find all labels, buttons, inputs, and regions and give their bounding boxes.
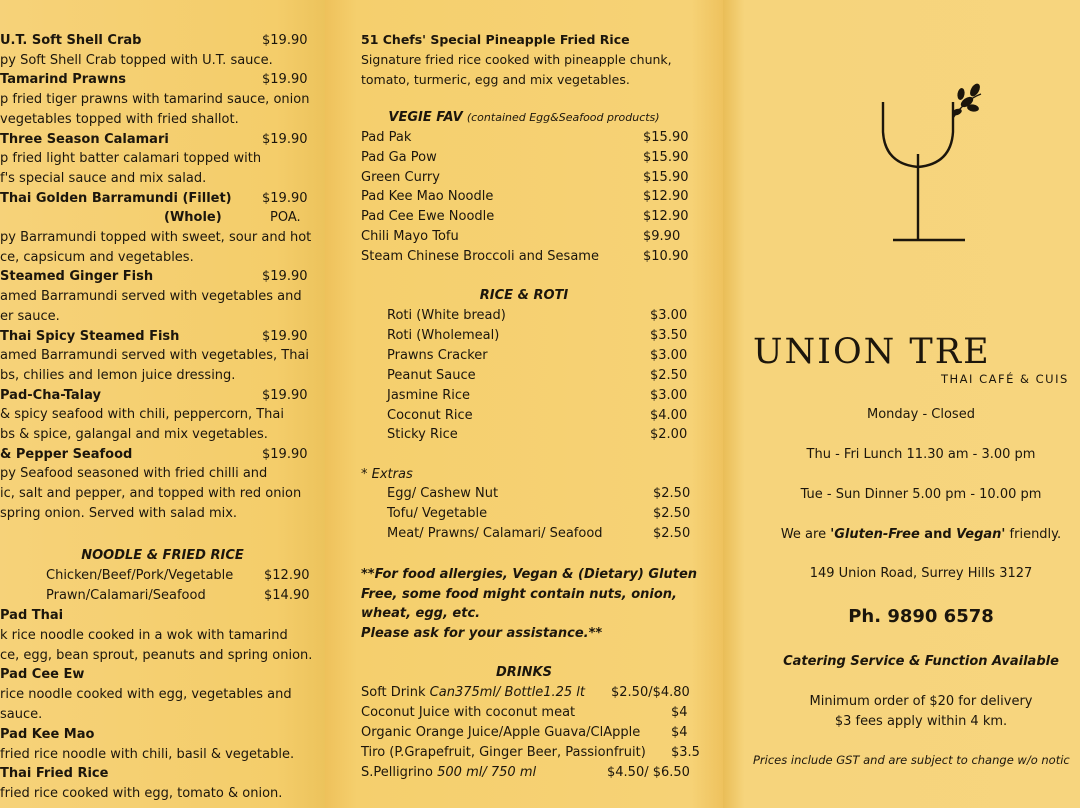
dietary-and: and xyxy=(919,527,957,542)
rice_items-item-name: Coconut Rice xyxy=(387,407,473,423)
dish-price: $19.90 xyxy=(262,446,308,462)
vegie_items-item-price: $15.90 xyxy=(643,149,689,165)
noodle-description: fried rice noodle with chili, basil & vegetable. xyxy=(0,746,295,762)
dish-description: py Seafood seasoned with fried chilli and xyxy=(0,466,268,482)
dish-price: $19.90 xyxy=(262,131,308,147)
special-desc-2: tomato, turmeric, egg and mix vegetables. xyxy=(361,72,630,87)
rice_items-item-price: $3.00 xyxy=(650,347,688,363)
rice_items-item-name: Sticky Rice xyxy=(387,427,458,443)
hours-monday: Monday - Closed xyxy=(867,407,975,422)
union-tree-logo xyxy=(873,72,983,262)
dish-description: amed Barramundi served with vegetables, Thai xyxy=(0,348,310,364)
dish-name: Three Season Calamari xyxy=(0,131,169,147)
dish-description: p fried tiger prawns with tamarind sauce, onion xyxy=(0,92,310,108)
noodle-description: sauce. xyxy=(0,707,43,722)
dish-description: ic, salt and pepper, and topped with red onion xyxy=(0,486,302,502)
drink-price: $4.50/ $6.50 xyxy=(607,764,690,780)
dish-description: py Barramundi topped with sweet, sour and hot xyxy=(0,230,312,245)
extras-title: * Extras xyxy=(361,467,413,482)
vegie_items-item-name: Pad Pak xyxy=(361,130,412,145)
hours-lunch: Thu - Fri Lunch 11.30 am - 3.00 pm xyxy=(806,447,1036,462)
menu-panel-sides xyxy=(325,0,723,808)
phone-number: Ph. 9890 6578 xyxy=(848,606,994,627)
vegie_items-item-name: Pad Cee Ewe Noodle xyxy=(361,209,495,225)
dish-description: & spicy seafood with chili, peppercorn, Thai xyxy=(0,407,284,423)
dish-description: spring onion. Served with salad mix. xyxy=(0,505,238,521)
vegie_items-item-price: $12.90 xyxy=(643,209,689,225)
noodle-description: fried rice cooked with egg, tomato & onion. xyxy=(0,786,283,802)
dish-price: $19.90 xyxy=(262,190,308,206)
dish-name: Pad-Cha-Talay xyxy=(0,387,101,403)
vegie_items-item-price: $15.90 xyxy=(643,169,689,185)
dish-name: Thai Spicy Steamed Fish xyxy=(0,328,180,344)
rice_items-item-price: $3.00 xyxy=(650,308,688,323)
dish-price: $19.90 xyxy=(262,328,308,344)
rice-section-title: RICE & ROTI xyxy=(479,288,569,303)
dish-name: Tamarind Prawns xyxy=(0,72,126,88)
drink-name: Soft Drink xyxy=(361,685,426,700)
vegie_items-item-name: Pad Ga Pow xyxy=(361,149,437,165)
vegie_items-item-price: $12.90 xyxy=(643,189,689,205)
special-desc-1: Signature fried rice cooked with pineapple chunk, xyxy=(361,52,672,67)
dish-description: f's special sauce and mix salad. xyxy=(0,170,207,186)
dish-description: py Soft Shell Crab topped with U.T. sauce. xyxy=(0,52,273,68)
dish-price: $19.90 xyxy=(262,72,308,88)
rice_items-item-price: $3.50 xyxy=(650,327,688,343)
vegie_items-item-name: Steam Chinese Broccoli and Sesame xyxy=(361,248,599,264)
drink-price: $3.5 xyxy=(671,744,700,760)
catering-note: Catering Service & Function Available xyxy=(783,654,1059,669)
noodle-description: ce, egg, bean sprout, peanuts and spring onion. xyxy=(0,647,313,663)
menu-panel-cover xyxy=(723,0,1080,808)
drink-price: $4 xyxy=(671,704,688,720)
dish-name: & Pepper Seafood xyxy=(0,446,133,462)
noodle-name: Thai Fried Rice xyxy=(0,766,109,782)
drinks-section-title: DRINKS xyxy=(496,665,552,680)
min-order-2: $3 fees apply within 4 km. xyxy=(834,714,1008,729)
dietary-text-1: We are xyxy=(780,527,831,542)
vegie_items-item-name: Pad Kee Mao Noodle xyxy=(361,189,494,205)
dish-description: amed Barramundi served with vegetables and xyxy=(0,289,302,305)
drink-row xyxy=(361,763,536,782)
dish-description: bs & spice, galangal and mix vegetables. xyxy=(0,427,268,442)
vegie-note: (contained Egg&Seafood products) xyxy=(466,111,660,124)
rice_items-item-price: $3.00 xyxy=(650,387,688,403)
rice_items-item-name: Jasmine Rice xyxy=(387,387,471,403)
dish-size-price: POA. xyxy=(270,210,301,226)
drink-size-note: 500 ml/ 750 ml xyxy=(437,764,537,780)
noodle-description: rice noodle cooked with egg, vegetables and xyxy=(0,687,292,703)
drink-price: $2.50/$4.80 xyxy=(611,685,690,700)
hours-dinner: Tue - Sun Dinner 5.00 pm - 10.00 pm xyxy=(800,487,1042,502)
vegie-section-title xyxy=(325,108,723,127)
vegie_items-item-name: Chili Mayo Tofu xyxy=(361,229,459,244)
brand-tagline: THAI CAFÉ & CUIS xyxy=(941,372,1069,386)
dish-price: $19.90 xyxy=(262,269,308,285)
brand-name: UNION TRE xyxy=(753,332,991,372)
dish-name: Steamed Ginger Fish xyxy=(0,269,154,285)
drink-row xyxy=(361,683,585,702)
vegie-title: VEGIE FAV xyxy=(388,110,463,125)
allergy-note-4: Please ask for your assistance.** xyxy=(361,626,603,641)
drink-row xyxy=(361,723,640,742)
vegie_items-item-price: $10.90 xyxy=(643,248,689,264)
dish-description: bs, chilies and lemon juice dressing. xyxy=(0,367,236,383)
extras-item-price: $2.50 xyxy=(653,525,691,541)
dish-price: $19.90 xyxy=(262,387,308,403)
menu-panel-mains xyxy=(0,0,325,808)
drink-price: $4 xyxy=(671,724,688,740)
rice_items-item-price: $4.00 xyxy=(650,407,688,423)
rice_items-item-price: $2.00 xyxy=(650,427,688,443)
dish-description: p fried light batter calamari topped with xyxy=(0,151,262,167)
allergy-note-2: Free, some food might contain nuts, onion, xyxy=(361,587,677,602)
noodle-name: Pad Kee Mao xyxy=(0,726,95,742)
dietary-vegan: Vegan' xyxy=(956,527,1006,542)
drink-name: Organic Orange Juice/Apple Guava/ClApple xyxy=(361,724,641,740)
noodle-price-label-1: Chicken/Beef/Pork/Vegetable xyxy=(46,568,234,583)
dish-description: ce, capsicum and vegetables. xyxy=(0,249,194,265)
dish-name: Thai Golden Barramundi (Fillet) xyxy=(0,190,232,206)
dietary-text-2: friendly. xyxy=(1005,527,1062,542)
noodle-price-1: $12.90 xyxy=(264,568,310,583)
dietary-gluten-free: 'Gluten-Free xyxy=(830,527,920,542)
min-order-1: Minimum order of $20 for delivery xyxy=(809,694,1033,709)
extras-item-name: Tofu/ Vegetable xyxy=(387,505,488,521)
noodle-name: Pad Thai xyxy=(0,608,64,623)
drink-name: Tiro (P.Grapefruit, Ginger Beer, Passionfruit) xyxy=(361,744,646,760)
gst-note: Prices include GST and are subject to change w/o notic xyxy=(753,753,1070,767)
vegie_items-item-price: $9.90 xyxy=(643,229,681,244)
dietary-friendly-note xyxy=(723,525,1080,544)
drink-row xyxy=(361,743,646,762)
drink-name: Coconut Juice with coconut meat xyxy=(361,704,576,720)
drink-name: S.Pelligrino xyxy=(361,764,433,780)
extras-item-price: $2.50 xyxy=(653,486,691,501)
dish-name: U.T. Soft Shell Crab xyxy=(0,33,142,48)
drink-size-note: Can375ml/ Bottle1.25 lt xyxy=(429,685,586,700)
noodle-section-title: NOODLE & FRIED RICE xyxy=(81,548,244,563)
vegie_items-item-name: Green Curry xyxy=(361,169,440,185)
address: 149 Union Road, Surrey Hills 3127 xyxy=(809,566,1033,581)
rice_items-item-name: Prawns Cracker xyxy=(387,347,488,363)
allergy-note-1: **For food allergies, Vegan & (Dietary) Gluten xyxy=(361,567,698,582)
noodle-name: Pad Cee Ew xyxy=(0,667,85,683)
extras-item-name: Meat/ Prawns/ Calamari/ Seafood xyxy=(387,525,603,541)
vegie_items-item-price: $15.90 xyxy=(643,130,689,145)
noodle-price-label-2: Prawn/Calamari/Seafood xyxy=(46,588,206,603)
noodle-price-2: $14.90 xyxy=(264,588,310,603)
rice_items-item-name: Roti (Wholemeal) xyxy=(387,327,500,343)
allergy-note-3: wheat, egg, etc. xyxy=(361,606,481,621)
extras-item-name: Egg/ Cashew Nut xyxy=(387,486,499,501)
rice_items-item-name: Roti (White bread) xyxy=(387,308,506,323)
dish-description: vegetables topped with fried shallot. xyxy=(0,111,239,127)
special-name: 51 Chefs' Special Pineapple Fried Rice xyxy=(361,32,630,47)
drink-row xyxy=(361,703,575,722)
rice_items-item-price: $2.50 xyxy=(650,367,688,383)
noodle-description: k rice noodle cooked in a wok with tamarind xyxy=(0,627,288,643)
dish-description: er sauce. xyxy=(0,308,60,324)
dish-size-option: (Whole) xyxy=(164,210,222,226)
dish-price: $19.90 xyxy=(262,33,308,48)
rice_items-item-name: Peanut Sauce xyxy=(387,367,476,383)
extras-item-price: $2.50 xyxy=(653,505,691,521)
